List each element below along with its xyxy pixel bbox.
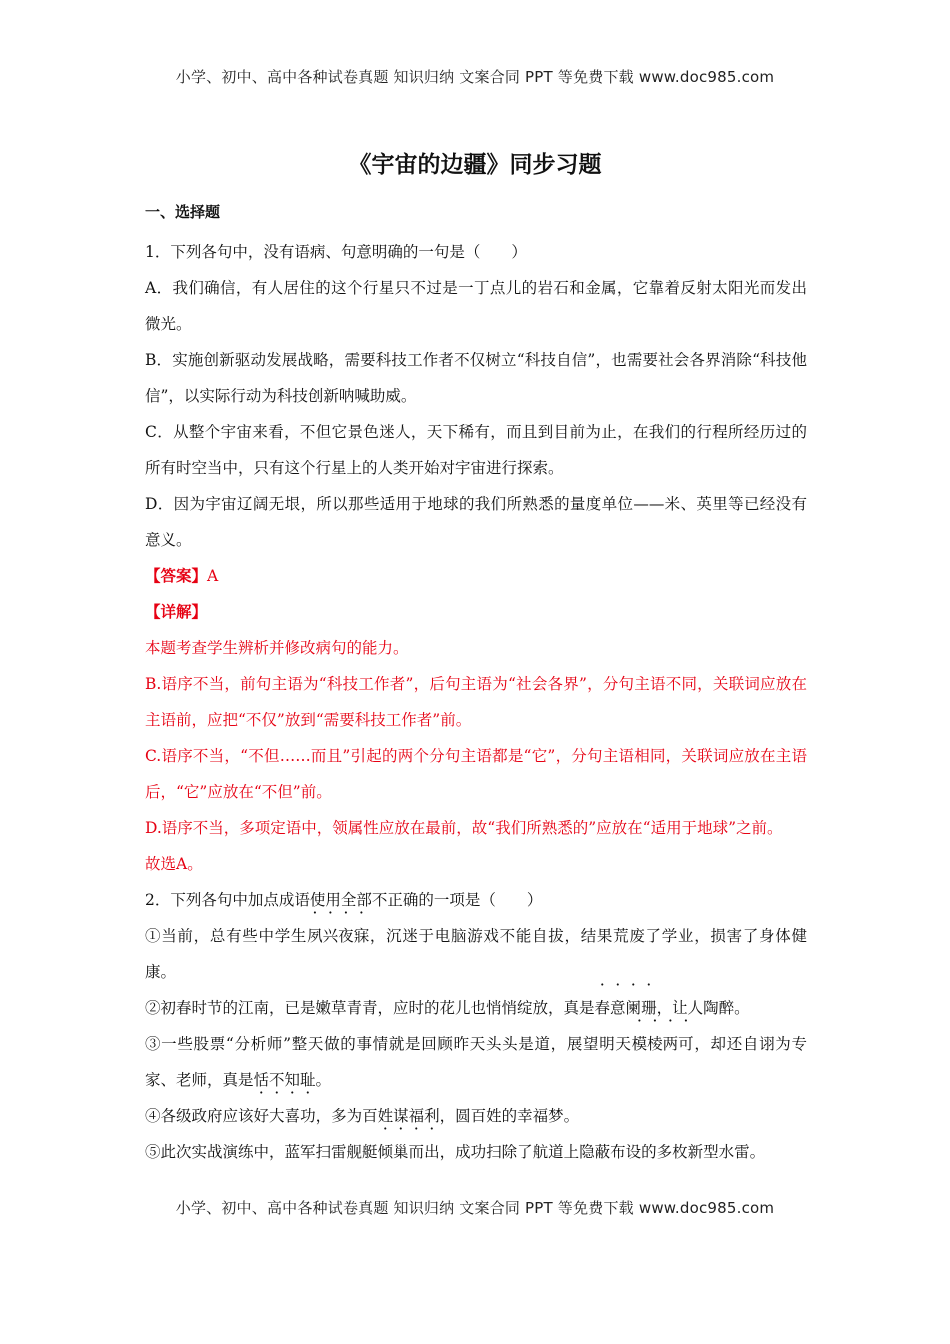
sentence-text: ，却还自诩为专家、老师，真是恬不知耻。 (145, 1035, 807, 1089)
option-b: B．实施创新驱动发展战略，需要科技工作者不仅树立“科技自信”，也需要社会各界消除“科技他信”，以实际行动为科技创新呐喊助威。 (145, 351, 807, 405)
sentence-text: ④各级政府应该 (145, 1107, 254, 1125)
dotted-char: 出 (424, 1143, 440, 1161)
dotted-char: 好 (253, 1107, 270, 1125)
page-title: 《宇宙的边疆》同步习题 (348, 152, 602, 178)
sentence-text: ③一些股票“分析师”整天做的事情就是回顾昨天头头是道，展望明天 (145, 1035, 632, 1053)
dotted-char: 两 (662, 1035, 679, 1053)
explanation-b: B.语序不当，前句主语为“科技工作者”，后句主语为“社会各界”，分句主语不同，关联词应放在主语前，应把“不仅”放到“需要科技工作者”前。 (145, 675, 807, 729)
dotted-char: 而 (408, 1143, 425, 1161)
sentence-text: ，沉迷于电脑游戏不能自拔，结果荒废了学业，损害了身体健康。 (145, 927, 807, 981)
sentence-4 (145, 1098, 807, 1134)
option-a: A．我们确信，有人居住的这个行星只不过是一丁点儿的岩石和金属，它靠着反射太阳光而发出微光。 (145, 279, 807, 333)
dotted-char: 阑 (625, 999, 642, 1017)
dotted-char: 夜 (338, 927, 354, 945)
dotted-char: 功 (300, 1107, 316, 1125)
explanation-c: C.语序不当，“不但……而且”引起的两个分句主语都是“它”，分句主语相同，关联词应放在主语后，“它”应放在“不但”前。 (145, 747, 807, 801)
sentence-5 (145, 1134, 807, 1170)
explanation-d: D.语序不当，多项定语中，领属性应放在最前，故“我们所熟悉的”应放在“适用于地球”之前。 (145, 819, 783, 837)
explanation-intro: 本题考查学生辨析并修改病句的能力。 (145, 639, 409, 657)
conclusion: 故选A。 (145, 855, 203, 873)
answer-value: A (207, 567, 219, 585)
dotted-char: 模 (631, 1035, 648, 1053)
dotted-char: 倾 (377, 1143, 394, 1161)
dotted-char: 寐 (353, 927, 370, 945)
header-banner: 小学、初中、高中各种试卷真题 知识归纳 文案合同 PPT 等免费下载 www.doc985.com (175, 68, 775, 86)
sentence-3 (145, 1026, 807, 1098)
dotted-char: 大 (269, 1107, 285, 1125)
section-heading: 一、选择题 (145, 203, 221, 221)
dotted-char: 春 (594, 999, 611, 1017)
dotted-char: 喜 (284, 1107, 301, 1125)
detail-label: 【详解】 (145, 602, 208, 621)
sentence-text: ①当前，总有些中学生 (145, 927, 308, 945)
footer-banner: 小学、初中、高中各种试卷真题 知识归纳 文案合同 PPT 等免费下载 www.doc985.com (175, 1199, 775, 1217)
sentence-text: ⑤此次实战演练中，蓝军扫雷舰艇 (145, 1143, 378, 1161)
sentence-text: ，成功扫除了航道上隐蔽布设的多枚新型水雷。 (439, 1143, 766, 1161)
dotted-char: 意 (610, 999, 626, 1017)
answer-line (145, 558, 807, 594)
dotted-char: 珊 (641, 999, 657, 1017)
question-1-stem: 1．下列各句中，没有语病、句意明确的一句是（ ） (145, 243, 527, 261)
answer-label: 【答案】 (145, 566, 208, 585)
dotted-char: 棱 (647, 1035, 663, 1053)
sentence-text: ，多为百姓谋福利，圆百姓的幸福梦。 (315, 1107, 580, 1125)
option-d: D．因为宇宙辽阔无垠，所以那些适用于地球的我们所熟悉的量度单位——米、英里等已经没有意义。 (145, 495, 807, 549)
dotted-char: 巢 (393, 1143, 409, 1161)
dotted-char: 夙 (307, 927, 323, 945)
sentence-text: ，让人陶醉。 (656, 999, 750, 1017)
sentence-text: ②初春时节的江南，已是嫩草青青，应时的花儿也悄悄绽放，真是 (145, 999, 595, 1017)
sentence-1 (145, 918, 807, 990)
dotted-char: 可 (678, 1035, 694, 1053)
sentence-2 (145, 990, 807, 1026)
option-c: C．从整个宇宙来看，不但它景色迷人，天下稀有，而且到目前为止，在我们的行程所经历过的所有时空当中，只有这个行星上的人类开始对宇宙进行探索。 (145, 423, 807, 477)
dotted-char: 兴 (322, 927, 339, 945)
document-body (145, 200, 807, 1170)
question-2-stem: 2．下列各句中加点成语使用全部不正确的一项是（ ） (145, 891, 543, 909)
